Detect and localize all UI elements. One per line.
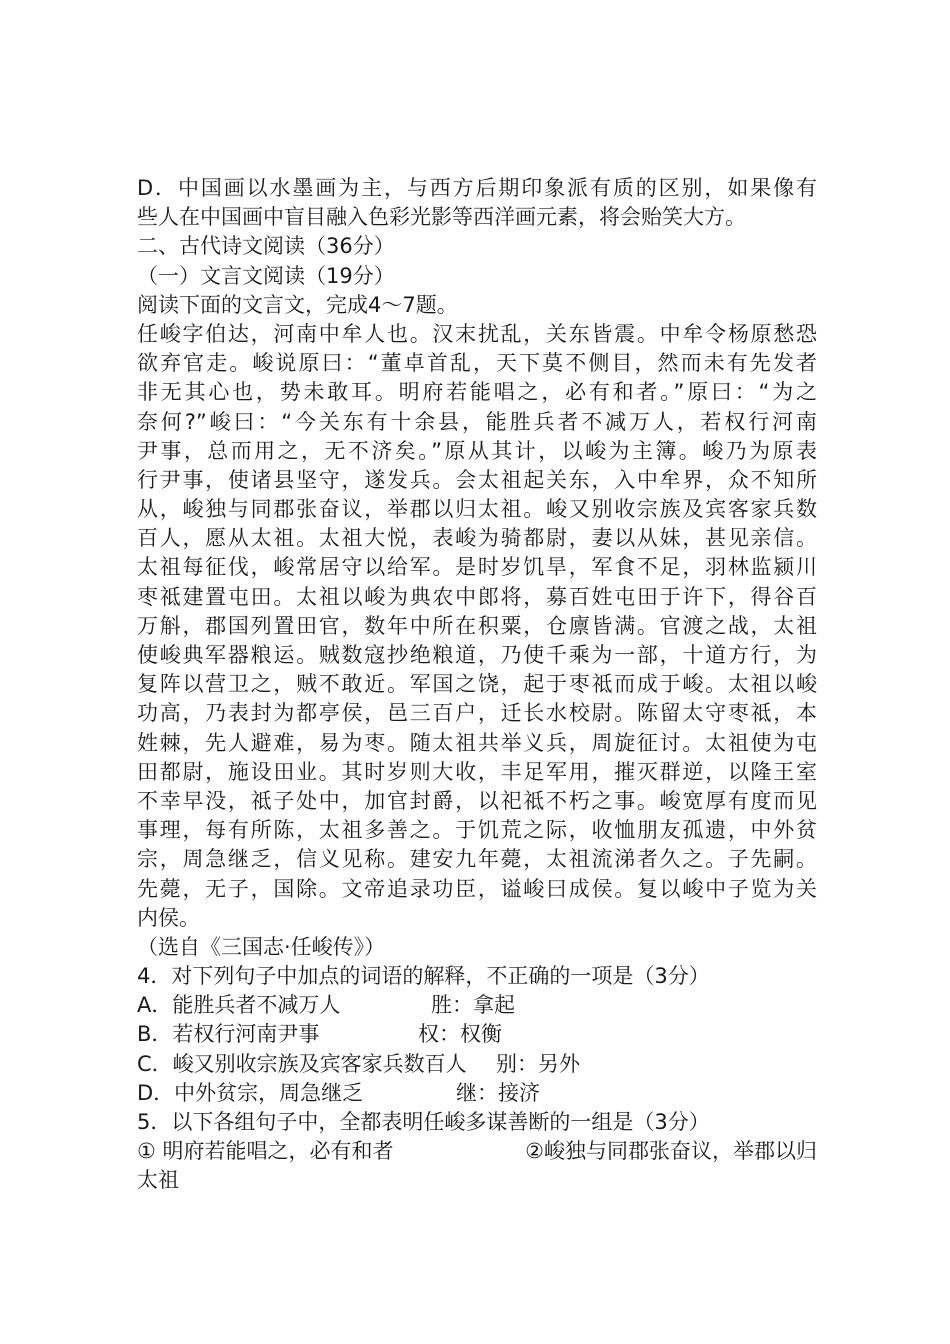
text-line: 复阵以营卫之，贼不敢近。军国之饶，起于枣祗而成于峻。太祖以峻 (137, 672, 817, 697)
text-line: 非无其心也，势未敢耳。明府若能唱之，必有和者。”原曰：“为之 (137, 380, 817, 405)
source-citation: （选自《三国志·任峻传》） (137, 934, 386, 959)
section-title: 二、古代诗文阅读（36分） (137, 234, 395, 259)
text-line: 太祖每征伐，峻常居守以给军。是时岁饥旱，军食不足，羽林监颍川 (137, 555, 817, 580)
option-sentence: D．中外贫宗，周急继乏 (137, 1080, 364, 1105)
text-line: 田都尉，施设田业。其时岁则大收，丰足军用，摧灭群逆，以隆王室 (137, 759, 817, 784)
text-line: 任峻字伯达，河南中牟人也。汉末扰乱，关东皆震。中牟令杨原愁恐 (137, 321, 817, 346)
text-line: 奈何?”峻曰：“今关东有十余县，能胜兵者不减万人，若权行河南 (137, 409, 817, 434)
text-line: 姓棘，先人避难，易为枣。随太祖共举义兵，周旋征讨。太祖使为屯 (137, 730, 817, 755)
text-line: 事理，每有所陈，太祖多善之。于饥荒之际，收恤朋友孤遗，中外贫 (137, 818, 817, 843)
text-line: 万斛，郡国列置田官，数年中所在积粟，仓廪皆满。官渡之战，太祖 (137, 613, 817, 638)
text-line: 百人，愿从太祖。太祖大悦，表峻为骑都尉，妻以从妹，甚见亲信。 (137, 526, 817, 551)
classical-text (137, 320, 817, 933)
option-d-line-1: D．中国画以水墨画为主，与西方后期印象派有质的区别，如果像有 (137, 176, 817, 200)
instruction: 阅读下面的文言文，完成4～7题。 (137, 292, 458, 317)
option-gloss: 胜：拿起 (431, 993, 515, 1018)
option-d-line-2: 些人在中国画中盲目融入色彩光影等西洋画元素，将会贻笑大方。 (137, 205, 746, 230)
question-5-item-1: ① 明府若能唱之，必有和者 (137, 1139, 394, 1164)
text-line: 不幸早没，祗子处中，加官封爵，以祀祗不朽之事。峻宽厚有度而见 (137, 788, 817, 813)
question-4 (137, 962, 817, 1108)
question-4-stem: 4．对下列句子中加点的词语的解释，不正确的一项是（3分） (137, 964, 710, 989)
question-4-option-b (137, 1020, 817, 1049)
text-line: 使峻典军器粮运。贼数寇抄绝粮道，乃使千乘为一部，十道方行，为 (137, 643, 817, 667)
text-line: 尹事，总而用之，无不济矣。”原从其计，以峻为主簿。峻乃为原表 (137, 438, 817, 463)
text-line-last: 内侯。 (137, 905, 200, 930)
text-line: 行尹事，使诸县坚守，遂发兵。会太祖起关东，入中牟界，众不知所 (137, 467, 817, 492)
question-5-item-2-continued: 太祖 (137, 1168, 179, 1193)
question-5-item-2: ②峻独与同郡张奋议，举郡以归 (525, 1139, 817, 1164)
option-gloss: 权：权衡 (418, 1022, 502, 1047)
option-gloss: 继：接济 (456, 1080, 540, 1105)
text-line: 欲弃官走。峻说原曰：“董卓首乱，天下莫不侧目，然而未有先发者 (137, 351, 817, 376)
question-5-items (137, 1137, 817, 1166)
option-gloss: 别：另外 (496, 1051, 580, 1076)
text-line: 从，峻独与同郡张奋议，举郡以归太祖。峻又别收宗族及宾客家兵数 (137, 497, 817, 522)
text-line: 先薨，无子，国除。文帝追录功臣，谥峻曰成侯。复以峻中子览为关 (137, 876, 817, 901)
question-5 (137, 1108, 817, 1196)
question-4-option-c (137, 1050, 817, 1079)
question-4-option-d (137, 1079, 817, 1108)
option-sentence: B．若权行河南尹事 (137, 1022, 320, 1047)
text-line: 宗，周急继乏，信义见称。建安九年薨，太祖流涕者久之。子先嗣。 (137, 847, 817, 872)
question-5-stem: 5．以下各组句子中，全都表明任峻多谋善断的一组是（3分） (137, 1110, 710, 1134)
option-sentence: C．峻又别收宗族及宾客家兵数百人 (137, 1051, 467, 1076)
text-line: 功高，乃表封为都亭侯，邑三百户，迁长水校尉。陈留太守枣祗，本 (137, 701, 817, 726)
subsection-title: （一）文言文阅读（19分） (137, 263, 395, 288)
option-sentence: A．能胜兵者不减万人 (137, 993, 341, 1018)
text-line: 枣祗建置屯田。太祖以峻为典农中郎将，募百姓屯田于许下，得谷百 (137, 584, 817, 609)
question-4-option-a (137, 991, 817, 1020)
document-page (137, 174, 817, 1196)
